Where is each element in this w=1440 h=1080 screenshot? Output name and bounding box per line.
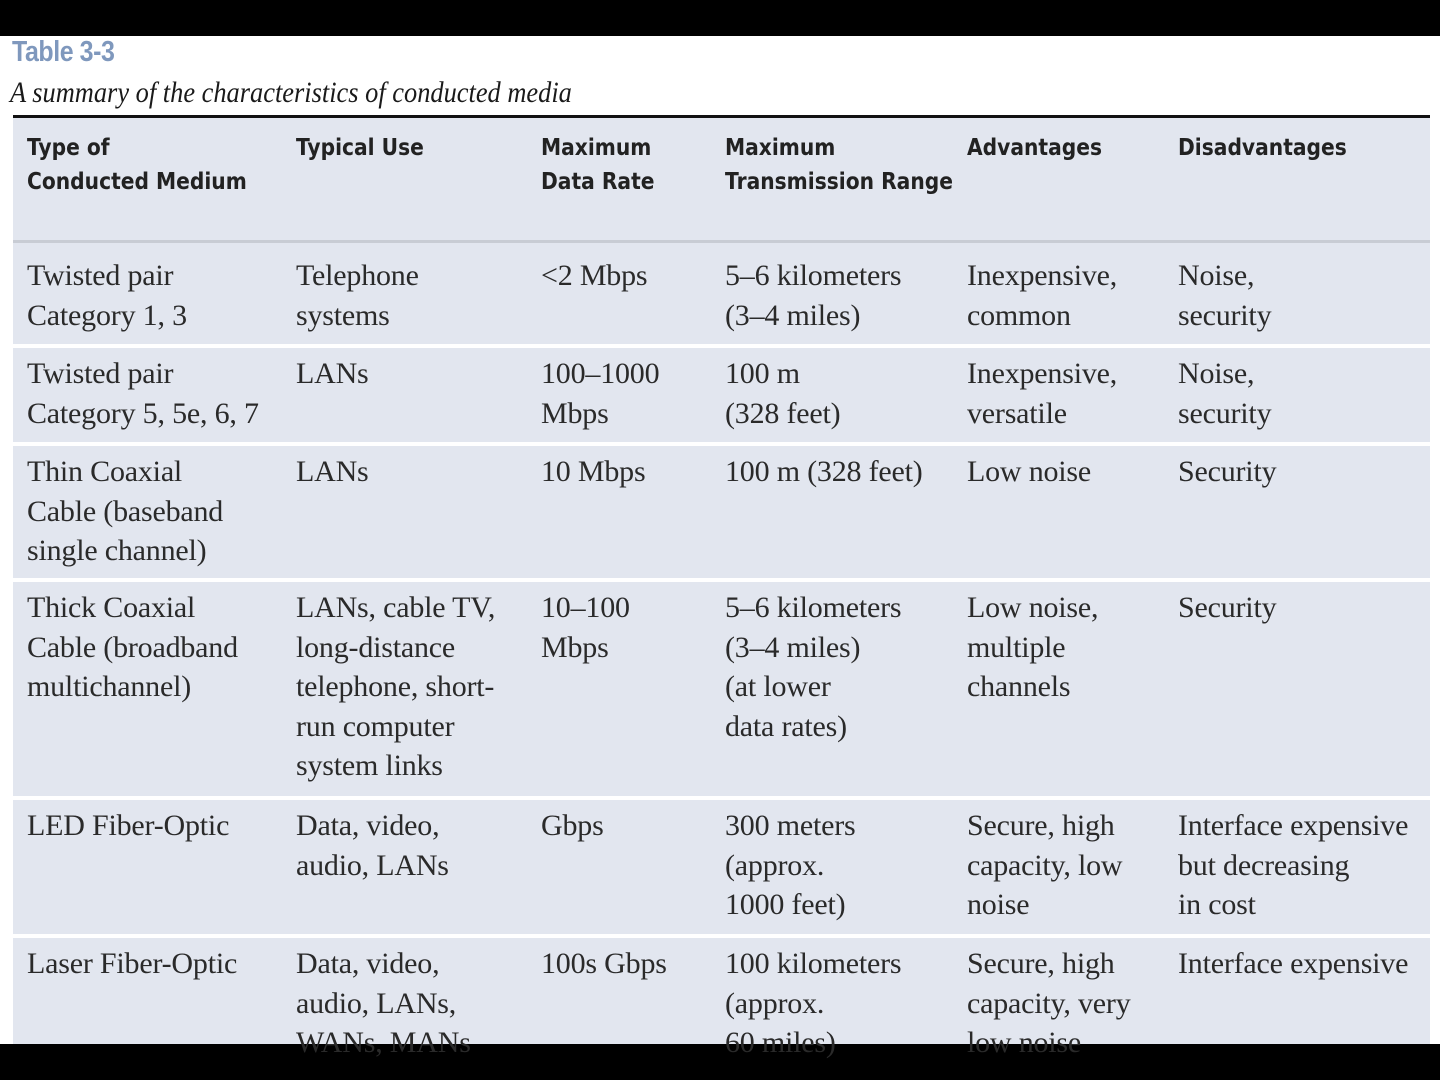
cell-range: 5–6 kilometers (3–4 miles) <box>725 259 902 332</box>
header-disadvantages: Disadvantages <box>1178 135 1347 161</box>
cell-use: LANs <box>296 357 369 390</box>
media-table <box>13 118 1430 1059</box>
table-label: Table 3-3 <box>12 36 115 68</box>
cell-disadvantages: Interface expensive but decreasing in cost <box>1178 809 1409 921</box>
cell-medium: Thin Coaxial Cable (baseband single channel) <box>27 455 224 567</box>
cell-rate: 10 Mbps <box>541 455 646 488</box>
cell-disadvantages: Noise, security <box>1178 357 1272 430</box>
table-row <box>13 582 1430 796</box>
cell-range: 300 meters (approx. 1000 feet) <box>725 809 856 921</box>
cell-range: 5–6 kilometers (3–4 miles) (at lower data rates) <box>725 591 902 743</box>
cell-rate: Gbps <box>541 809 604 842</box>
cell-rate: <2 Mbps <box>541 259 648 292</box>
cell-medium: Laser Fiber-Optic <box>27 947 238 980</box>
header-advantages: Advantages <box>967 135 1103 161</box>
cell-disadvantages: Security <box>1178 455 1277 488</box>
cell-disadvantages: Interface expensive <box>1178 947 1409 980</box>
header-max-range: Maximum Transmission Range <box>725 135 953 195</box>
cell-medium: Twisted pair Category 1, 3 <box>27 259 187 332</box>
cell-rate: 100s Gbps <box>541 947 667 980</box>
cell-advantages: Low noise, multiple channels <box>967 591 1099 703</box>
cell-rate: 100–1000 Mbps <box>541 357 660 430</box>
cell-range: 100 kilometers (approx. 60 miles) <box>725 947 902 1059</box>
cell-medium: Twisted pair Category 5, 5e, 6, 7 <box>27 357 259 430</box>
table-caption: A summary of the characteristics of conducted media <box>10 76 572 109</box>
document-page <box>0 36 1440 1059</box>
table-row <box>13 244 1430 344</box>
cell-advantages: Secure, high capacity, low noise <box>967 809 1123 921</box>
cell-use: LANs <box>296 455 369 488</box>
table-row <box>13 446 1430 578</box>
header-type: Type of Conducted Medium <box>27 135 247 195</box>
cell-use: Telephone systems <box>296 259 419 332</box>
cell-advantages: Inexpensive, versatile <box>967 357 1118 430</box>
cell-medium: LED Fiber-Optic <box>27 809 230 842</box>
cell-rate: 10–100 Mbps <box>541 591 630 664</box>
cell-use: Data, video, audio, LANs <box>296 809 449 882</box>
cell-advantages: Low noise <box>967 455 1092 488</box>
cell-use: LANs, cable TV, long-distance telephone, short- run computer system links <box>296 591 496 782</box>
cell-use: Data, video, audio, LANs, WANs, MANs <box>296 947 471 1059</box>
cell-range: 100 m (328 feet) <box>725 455 923 488</box>
cell-advantages: Inexpensive, common <box>967 259 1118 332</box>
cell-medium: Thick Coaxial Cable (broadband multichannel) <box>27 591 238 703</box>
table-row <box>13 938 1430 1059</box>
header-typical-use: Typical Use <box>296 135 424 161</box>
table-row <box>13 800 1430 934</box>
cell-advantages: Secure, high capacity, very low noise <box>967 947 1131 1059</box>
cell-range: 100 m (328 feet) <box>725 357 841 430</box>
table-row <box>13 348 1430 442</box>
table-header-row <box>13 118 1430 206</box>
header-max-data-rate: Maximum Data Rate <box>541 135 655 195</box>
cell-disadvantages: Noise, security <box>1178 259 1272 332</box>
header-divider <box>13 240 1430 243</box>
cell-disadvantages: Security <box>1178 591 1277 624</box>
